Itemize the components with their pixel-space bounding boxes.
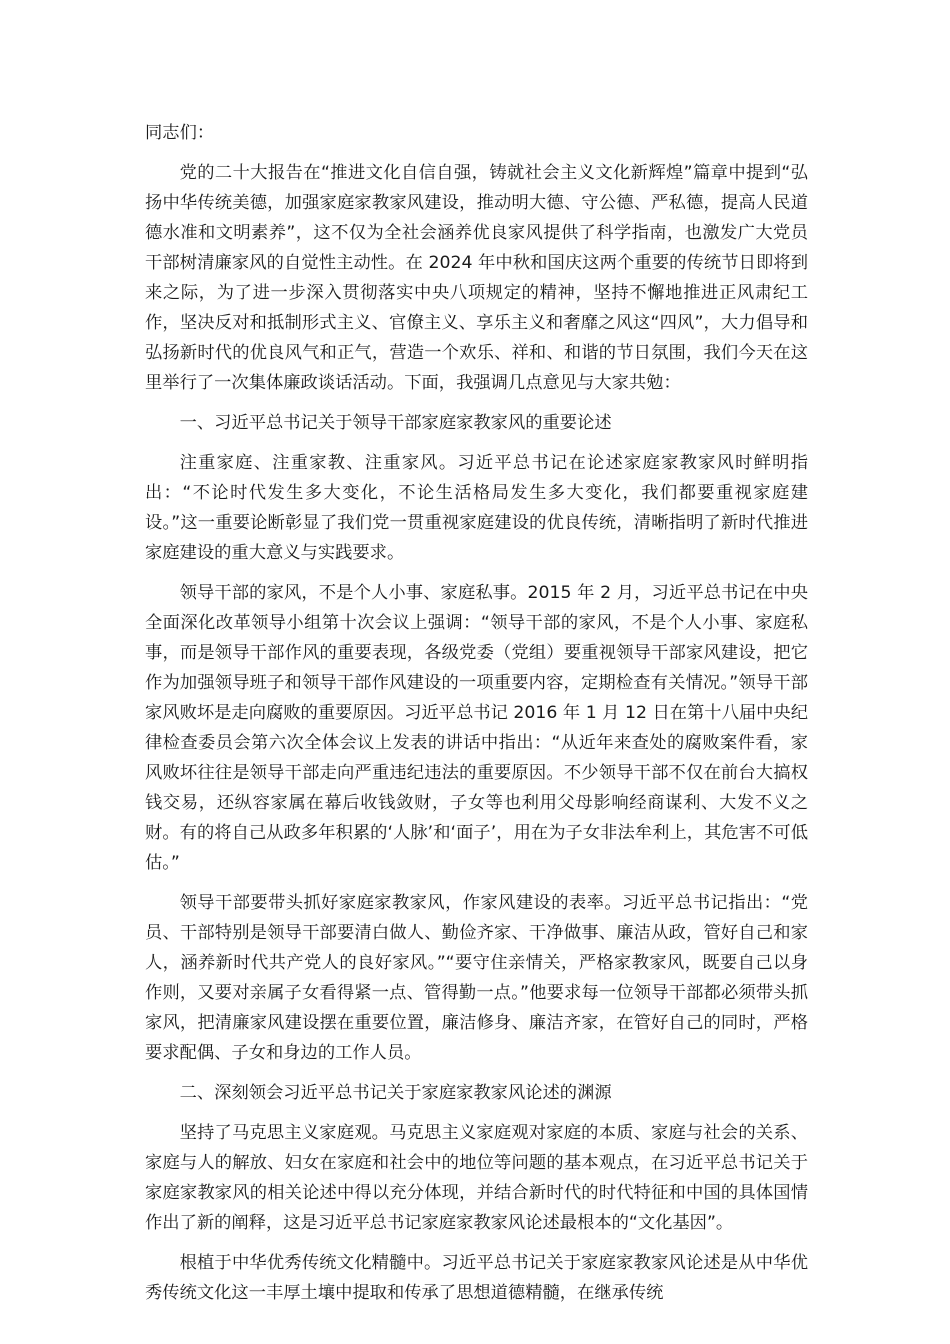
paragraph-traditional-culture: 根植于中华优秀传统文化精髓中。习近平总书记关于家庭家教家风论述是从中华优秀传统文化这一丰厚土壤中提取和传承了思想道德精髓，在继承传统 [145,1253,808,1303]
paragraph-family-emphasis: 注重家庭、注重家教、注重家风。习近平总书记在论述家庭家教家风时鲜明指出：“不论时代发生多大变化，不论生活格局发生多大变化，我们都要重视家庭建设。”这一重要论断彰显了我们党一贯重视家庭建设的优良传统，清晰指明了新时代推进家庭建设的重大意义与实践要求。 [145,453,808,563]
section-heading-1: 一、习近平总书记关于领导干部家庭家教家风的重要论述 [179,413,612,433]
paragraph-intro: 党的二十大报告在“推进文化自信自强，铸就社会主义文化新辉煌”篇章中提到“弘扬中华传统美德，加强家庭家教家风建设，推动明大德、守公德、严私德，提高人民道德水准和文明素养”，这不仅为全社会涵养优良家风提供了科学指南，也激发广大党员干部树清廉家风的自觉性主动性。在 2024 年中秋和国庆这两个重要的传统节日即将到来之际，为了进一步深入贯彻落实中央八项规定的精神，坚持不懈地推进正风肃纪工作，坚决反对和抵制形式主义、官僚主义、享乐主义和奢靡之风这“四风”，大力倡导和弘扬新时代的优良风气和正气，营造一个欢乐、祥和、和谐的节日氛围，我们今天在这里举行了一次集体廉政谈话活动。下面，我强调几点意见与大家共勉： [145,163,808,393]
section-heading-2: 二、深刻领会习近平总书记关于家庭家教家风论述的渊源 [179,1083,612,1103]
salutation: 同志们： [145,123,215,143]
paragraph-marxist-view: 坚持了马克思主义家庭观。马克思主义家庭观对家庭的本质、家庭与社会的关系、家庭与人的解放、妇女在家庭和社会中的地位等问题的基本观点，在习近平总书记关于家庭家教家风的相关论述中得以充分体现，并结合新时代的时代特征和中国的具体国情作出了新的阐释，这是习近平总书记家庭家教家风论述最根本的“文化基因”。 [145,1123,808,1233]
paragraph-lead-by-example: 领导干部要带头抓好家庭家教家风，作家风建设的表率。习近平总书记指出：“党员、干部特别是领导干部要清白做人、勤俭齐家、干净做事、廉洁从政，管好自己和家人，涵养新时代共产党人的良好家风。”“要守住亲情关，严格家教家风，既要自己以身作则，又要对亲属子女看得紧一点、管得勤一点。”他要求每一位领导干部都必须带头抓家风，把清廉家风建设摆在重要位置，廉洁修身、廉洁齐家，在管好自己的同时，严格要求配偶、子女和身边的工作人员。 [145,893,808,1063]
document-page [145,118,808,1318]
paragraph-leader-family-style: 领导干部的家风，不是个人小事、家庭私事。2015 年 2 月，习近平总书记在中央全面深化改革领导小组第十次会议上强调：“领导干部的家风，不是个人小事、家庭私事，而是领导干部作风的重要表现，各级党委（党组）要重视领导干部家风建设，把它作为加强领导班子和领导干部作风建设的一项重要内容，定期检查有关情况。”领导干部家风败坏是走向腐败的重要原因。习近平总书记 2016 年 1 月 12 日在第十八届中央纪律检查委员会第六次全体会议上发表的讲话中指出：“从近年来查处的腐败案件看，家风败坏往往是领导干部走向严重违纪违法的重要原因。不少领导干部不仅在前台大搞权钱交易，还纵容家属在幕后收钱敛财，子女等也利用父母影响经商谋利、大发不义之财。有的将自己从政多年积累的‘人脉’和‘面子’，用在为子女非法牟利上，其危害不可低估。” [145,583,808,873]
